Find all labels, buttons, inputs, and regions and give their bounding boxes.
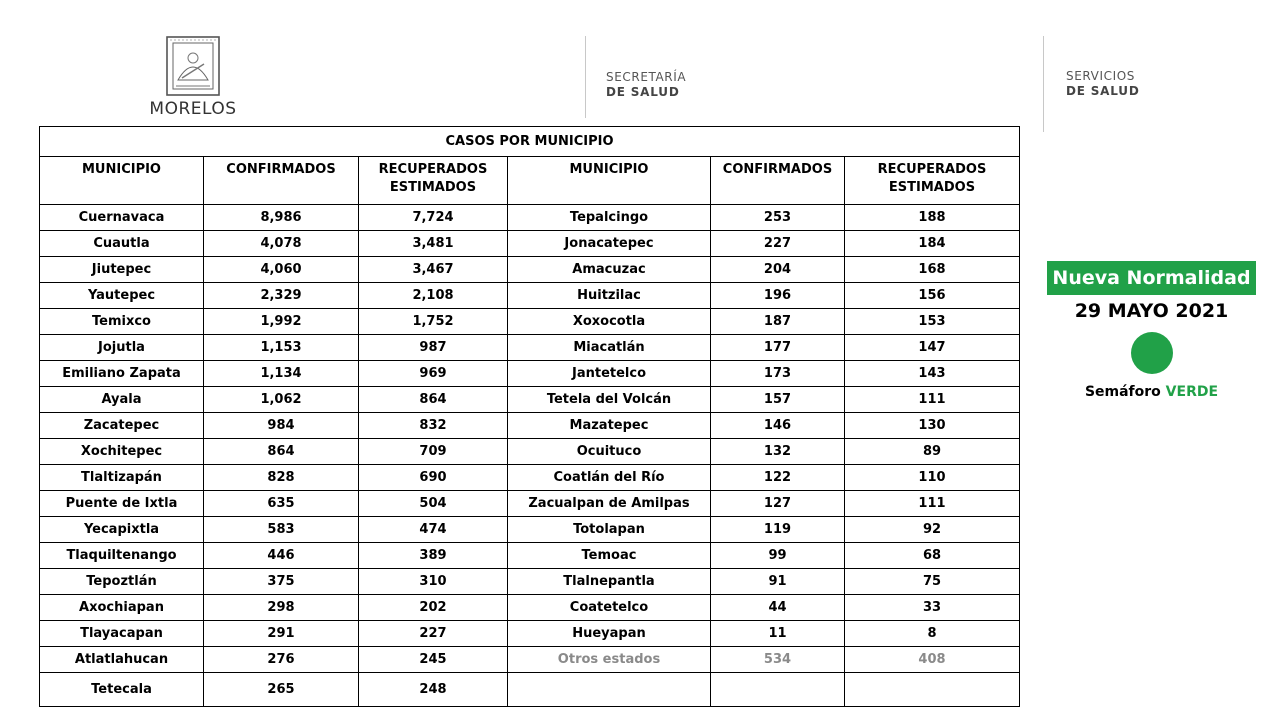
recuperados-cell: 474: [359, 517, 508, 543]
confirmados-cell: 196: [711, 283, 845, 309]
table-row: [40, 673, 1020, 707]
municipio-cell: Ayala: [40, 387, 204, 413]
morelos-coat-of-arms-icon: [164, 34, 222, 98]
municipio-cell: Tlaltizapán: [40, 465, 204, 491]
municipio-cell: Cuernavaca: [40, 205, 204, 231]
municipio-cell: Tlalnepantla: [508, 569, 711, 595]
dept-secretaria-salud: [606, 70, 686, 100]
recuperados-cell: [845, 673, 1020, 707]
recuperados-cell: 153: [845, 309, 1020, 335]
municipio-cell: Yautepec: [40, 283, 204, 309]
dept-line2: DE SALUD: [1066, 84, 1140, 98]
recuperados-cell: 75: [845, 569, 1020, 595]
confirmados-cell: 157: [711, 387, 845, 413]
confirmados-cell: 265: [204, 673, 359, 707]
recuperados-cell: 832: [359, 413, 508, 439]
recuperados-cell: 156: [845, 283, 1020, 309]
recuperados-cell: 111: [845, 387, 1020, 413]
confirmados-cell: 864: [204, 439, 359, 465]
recuperados-cell: 111: [845, 491, 1020, 517]
municipio-cell: Coatlán del Río: [508, 465, 711, 491]
dept-line1: SERVICIOS: [1066, 69, 1136, 83]
table-row: [40, 621, 1020, 647]
municipio-cell: Mazatepec: [508, 413, 711, 439]
cases-by-municipality-table: [39, 126, 1020, 707]
header-divider: [585, 36, 586, 118]
table-row: [40, 257, 1020, 283]
confirmados-cell: 11: [711, 621, 845, 647]
municipio-cell: Zacatepec: [40, 413, 204, 439]
table-row: [40, 491, 1020, 517]
municipio-cell: Jonacatepec: [508, 231, 711, 257]
recuperados-cell: 130: [845, 413, 1020, 439]
table-row: [40, 231, 1020, 257]
confirmados-cell: 1,992: [204, 309, 359, 335]
recuperados-cell: 709: [359, 439, 508, 465]
confirmados-cell: 4,078: [204, 231, 359, 257]
dept-servicios-salud: [1066, 69, 1140, 99]
municipio-cell: Jojutla: [40, 335, 204, 361]
confirmados-cell: 173: [711, 361, 845, 387]
municipio-cell: Axochiapan: [40, 595, 204, 621]
col-header-municipio: MUNICIPIO: [40, 157, 204, 205]
table-row: [40, 517, 1020, 543]
recuperados-cell: 92: [845, 517, 1020, 543]
confirmados-cell: 177: [711, 335, 845, 361]
table-row: [40, 465, 1020, 491]
municipio-cell: Yecapixtla: [40, 517, 204, 543]
recuperados-cell: 8: [845, 621, 1020, 647]
confirmados-cell: 187: [711, 309, 845, 335]
semaforo-label: Semáforo: [1084, 384, 1161, 400]
table-row: [40, 335, 1020, 361]
municipio-cell: Tetecala: [40, 673, 204, 707]
col-header-recuperados-l2: ESTIMADOS: [888, 180, 976, 195]
municipio-cell: Atlatlahucan: [40, 647, 204, 673]
confirmados-cell: 253: [711, 205, 845, 231]
recuperados-cell: 3,467: [359, 257, 508, 283]
municipio-cell: Coatetelco: [508, 595, 711, 621]
recuperados-cell: 168: [845, 257, 1020, 283]
municipio-cell: Jantetelco: [508, 361, 711, 387]
table-row: [40, 543, 1020, 569]
municipio-cell: Tepalcingo: [508, 205, 711, 231]
confirmados-cell: 276: [204, 647, 359, 673]
recuperados-cell: 7,724: [359, 205, 508, 231]
municipio-cell: Miacatlán: [508, 335, 711, 361]
confirmados-cell: 146: [711, 413, 845, 439]
col-header-recuperados-2: [845, 157, 1020, 205]
recuperados-cell: 969: [359, 361, 508, 387]
municipio-cell: Tepoztlán: [40, 569, 204, 595]
municipio-cell: Hueyapan: [508, 621, 711, 647]
confirmados-cell: 8,986: [204, 205, 359, 231]
confirmados-cell: 227: [711, 231, 845, 257]
table-row: [40, 413, 1020, 439]
confirmados-cell: 291: [204, 621, 359, 647]
municipio-cell: Huitzilac: [508, 283, 711, 309]
status-date: 29 MAYO 2021: [1074, 300, 1229, 322]
municipio-cell: Tlayacapan: [40, 621, 204, 647]
dept-line1: SECRETARÍA: [606, 70, 687, 84]
table-row: [40, 595, 1020, 621]
recuperados-cell: 987: [359, 335, 508, 361]
table-row: [40, 309, 1020, 335]
municipio-cell: Amacuzac: [508, 257, 711, 283]
municipio-cell: Otros estados: [508, 647, 711, 673]
recuperados-cell: 690: [359, 465, 508, 491]
municipio-cell: Ocuituco: [508, 439, 711, 465]
traffic-light-dot-icon: [1131, 332, 1173, 374]
recuperados-cell: 68: [845, 543, 1020, 569]
municipio-cell: Temixco: [40, 309, 204, 335]
confirmados-cell: [711, 673, 845, 707]
recuperados-cell: 110: [845, 465, 1020, 491]
municipio-cell: Cuautla: [40, 231, 204, 257]
municipio-cell: Temoac: [508, 543, 711, 569]
recuperados-cell: 89: [845, 439, 1020, 465]
col-header-recuperados-l2: ESTIMADOS: [389, 180, 477, 195]
confirmados-cell: 298: [204, 595, 359, 621]
col-header-confirmados: CONFIRMADOS: [204, 157, 359, 205]
municipio-cell: Jiutepec: [40, 257, 204, 283]
table-row: [40, 647, 1020, 673]
status-banner: Nueva Normalidad: [1047, 261, 1256, 295]
municipio-cell: Puente de Ixtla: [40, 491, 204, 517]
recuperados-cell: 184: [845, 231, 1020, 257]
confirmados-cell: 375: [204, 569, 359, 595]
recuperados-cell: 248: [359, 673, 508, 707]
recuperados-cell: 147: [845, 335, 1020, 361]
confirmados-cell: 4,060: [204, 257, 359, 283]
recuperados-cell: 408: [845, 647, 1020, 673]
table-row: [40, 569, 1020, 595]
col-header-municipio-2: MUNICIPIO: [508, 157, 711, 205]
col-header-recuperados: [359, 157, 508, 205]
recuperados-cell: 227: [359, 621, 508, 647]
municipio-cell: Emiliano Zapata: [40, 361, 204, 387]
municipio-cell: Totolapan: [508, 517, 711, 543]
confirmados-cell: 127: [711, 491, 845, 517]
table-row: [40, 205, 1020, 231]
table-body: [40, 205, 1020, 707]
recuperados-cell: 188: [845, 205, 1020, 231]
morelos-logo: [118, 34, 268, 124]
municipio-cell: Xoxocotla: [508, 309, 711, 335]
confirmados-cell: 119: [711, 517, 845, 543]
recuperados-cell: 504: [359, 491, 508, 517]
confirmados-cell: 44: [711, 595, 845, 621]
recuperados-cell: 143: [845, 361, 1020, 387]
recuperados-cell: 1,752: [359, 309, 508, 335]
municipio-cell: Xochitepec: [40, 439, 204, 465]
confirmados-cell: 583: [204, 517, 359, 543]
municipio-cell: Zacualpan de Amilpas: [508, 491, 711, 517]
confirmados-cell: 1,062: [204, 387, 359, 413]
confirmados-cell: 635: [204, 491, 359, 517]
table-title: CASOS POR MUNICIPIO: [40, 127, 1020, 157]
confirmados-cell: 204: [711, 257, 845, 283]
table-row: [40, 387, 1020, 413]
confirmados-cell: 2,329: [204, 283, 359, 309]
state-wordmark: MORELOS: [149, 99, 237, 119]
confirmados-cell: 984: [204, 413, 359, 439]
header-divider-right: [1043, 36, 1044, 132]
confirmados-cell: 91: [711, 569, 845, 595]
semaforo-value: VERDE: [1165, 384, 1219, 400]
municipio-cell: [508, 673, 711, 707]
recuperados-cell: 245: [359, 647, 508, 673]
semaforo-status: [1047, 384, 1256, 400]
recuperados-cell: 864: [359, 387, 508, 413]
recuperados-cell: 202: [359, 595, 508, 621]
recuperados-cell: 3,481: [359, 231, 508, 257]
recuperados-cell: 310: [359, 569, 508, 595]
confirmados-cell: 132: [711, 439, 845, 465]
table-row: [40, 439, 1020, 465]
municipio-cell: Tetela del Volcán: [508, 387, 711, 413]
table-row: [40, 361, 1020, 387]
dept-line2: DE SALUD: [606, 85, 680, 99]
recuperados-cell: 2,108: [359, 283, 508, 309]
col-header-confirmados-2: CONFIRMADOS: [711, 157, 845, 205]
col-header-recuperados-l1: RECUPERADOS: [877, 162, 987, 177]
confirmados-cell: 1,153: [204, 335, 359, 361]
confirmados-cell: 828: [204, 465, 359, 491]
confirmados-cell: 446: [204, 543, 359, 569]
table-row: [40, 283, 1020, 309]
municipio-cell: Tlaquiltenango: [40, 543, 204, 569]
col-header-recuperados-l1: RECUPERADOS: [378, 162, 488, 177]
confirmados-cell: 99: [711, 543, 845, 569]
recuperados-cell: 389: [359, 543, 508, 569]
confirmados-cell: 534: [711, 647, 845, 673]
confirmados-cell: 122: [711, 465, 845, 491]
recuperados-cell: 33: [845, 595, 1020, 621]
confirmados-cell: 1,134: [204, 361, 359, 387]
